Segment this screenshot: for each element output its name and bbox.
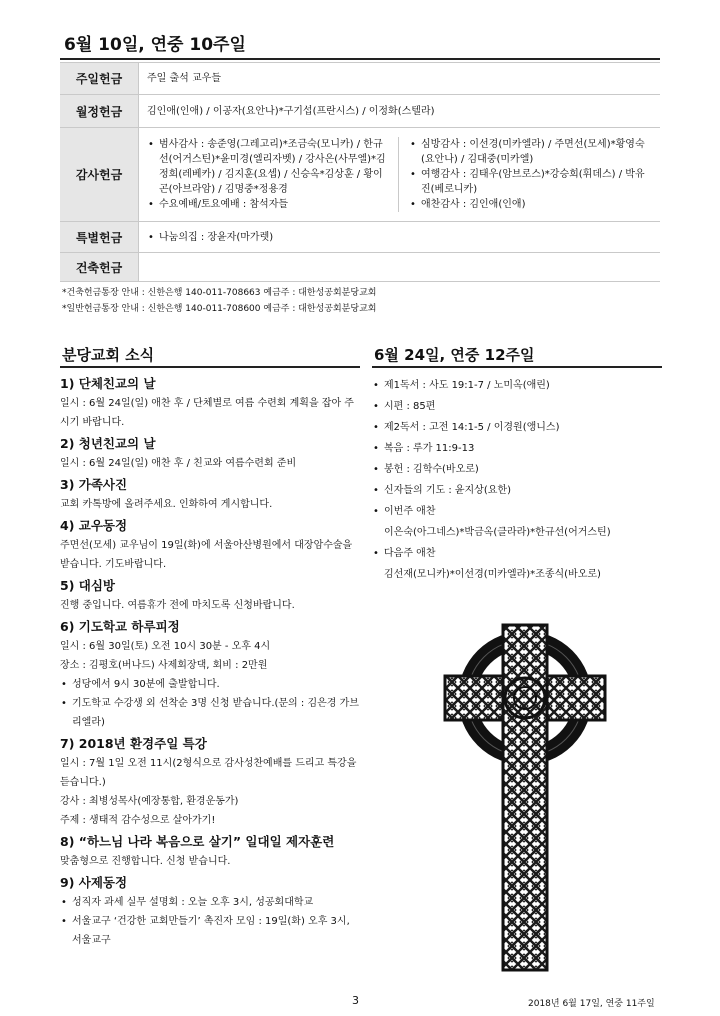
news-item <box>60 832 360 871</box>
news-list <box>60 372 360 950</box>
news-title: 분당교회 소식 <box>62 346 155 364</box>
news-item <box>60 475 360 514</box>
news-item-title: 6) 기도학교 하루피정 <box>60 619 180 634</box>
page-title: 6월 10일, 연중 10주일 <box>64 35 246 55</box>
news-item-text: 진행 중입니다. 여름휴가 전에 마치도록 신청바랍니다. <box>60 600 295 611</box>
account-note: *일반헌금통장 안내 : 신한은행 140-011-708600 예금주 : 대한성공회분당교회 <box>62 304 377 314</box>
table-row <box>60 95 660 128</box>
list-item: • 봉헌 : 김학수(바오로) <box>372 459 662 480</box>
news-item <box>60 374 360 432</box>
news-item-title: 8) “하느님 나라 복음으로 살기” 일대일 제자훈련 <box>60 834 335 849</box>
thanks-left-column <box>147 137 399 212</box>
list-item-label: • 이번주 애찬 <box>384 506 436 517</box>
list-item: • 서울교구 ‘건강한 교회만들기’ 촉진자 모임 : 19일(화) 오후 3시, 서울교구 <box>60 912 360 950</box>
list-item: • 애찬감사 : 김인애(인애) <box>409 197 652 212</box>
list-item: • 제2독서 : 고전 14:1-5 / 이경원(앵니스) <box>372 417 662 438</box>
offering-label: 주일헌금 <box>60 63 139 95</box>
list-item-sub: 이은숙(아그네스)*박금옥(클라라)*한규선(어거스틴) <box>384 527 611 538</box>
table-row <box>60 222 660 253</box>
news-item-text: 장소 : 김평호(버나드) 사제회장댁, 회비 : 2만원 <box>60 660 268 671</box>
offering-label: 특별헌금 <box>60 222 139 253</box>
table-row <box>60 63 660 95</box>
list-item: • 여행감사 : 김태우(암브로스)*강승희(휘데스) / 박유진(베로니카) <box>409 167 652 197</box>
news-item-text: 교회 카톡방에 올려주세요. 인화하여 게시합니다. <box>60 499 273 510</box>
footer-date: 2018년 6월 17일, 연중 11주일 <box>528 999 655 1009</box>
list-item: • 범사감사 : 송준영(그레고리)*조금숙(모니카) / 한규선(어거스틴)*윤미경(엘리자벳) / 강사은(사무엘)*김정희(레베카) / 김지훈(요셉) / 신승옥*김상훈 / 황이곤(아브라암) / 김명중*정용경 <box>147 137 390 197</box>
list-item: • 심방감사 : 이선경(미카엘라) / 주면선(모세)*황영숙(요안나) / 김대중(미카엘) <box>409 137 652 167</box>
news-item-title: 5) 대심방 <box>60 578 115 593</box>
news-rule <box>60 366 360 368</box>
list-item: • 제1독서 : 사도 19:1-7 / 노미옥(애린) <box>372 375 662 396</box>
list-item: • 수요예배/토요예배 : 참석자들 <box>147 197 390 212</box>
offering-value <box>139 222 661 253</box>
offering-table <box>60 62 660 282</box>
news-item-title: 7) 2018년 환경주일 특강 <box>60 736 207 751</box>
news-item <box>60 516 360 574</box>
celtic-cross-icon <box>440 622 610 974</box>
news-item-title: 2) 청년친교의 날 <box>60 436 156 451</box>
news-item <box>60 873 360 950</box>
service-title: 6월 24일, 연중 12주일 <box>374 346 535 364</box>
news-item-title: 3) 가족사진 <box>60 477 128 492</box>
table-row <box>60 253 660 282</box>
offering-value <box>139 253 661 282</box>
account-note: *건축헌금통장 안내 : 신한은행 140-011-708663 예금주 : 대한성공회분당교회 <box>62 288 377 298</box>
news-item <box>60 434 360 473</box>
list-item-sub: 김선재(모니카)*이선경(미카엘라)*조종식(바오로) <box>384 569 601 580</box>
offering-label: 건축헌금 <box>60 253 139 282</box>
news-item-text: 주제 : 생태적 감수성으로 살아가기! <box>60 815 216 826</box>
offering-label: 감사헌금 <box>60 128 139 222</box>
list-item <box>372 543 662 585</box>
offering-value: 주일 출석 교우들 <box>139 63 661 95</box>
service-list <box>372 375 662 585</box>
thanks-offering-cell <box>139 128 661 222</box>
list-item: • 성당에서 9시 30분에 출발합니다. <box>60 675 360 694</box>
news-item-text: 주면선(모세) 교우님이 19일(화)에 서울아산병원에서 대장암수술을 받습니다. 기도바랍니다. <box>60 540 353 570</box>
news-item-text: 강사 : 최병성목사(예장통합, 환경운동가) <box>60 796 239 807</box>
offering-value: 김인애(인애) / 이공자(요안나)*구기섭(프란시스) / 이정화(스텔라) <box>139 95 661 128</box>
list-item: • 기도학교 수강생 외 선착순 3명 신청 받습니다.(문의 : 김은경 가브리엘라) <box>60 694 360 732</box>
news-item-title: 1) 단체친교의 날 <box>60 376 156 391</box>
news-item-title: 9) 사제동정 <box>60 875 128 890</box>
list-item: • 복음 : 루가 11:9-13 <box>372 438 662 459</box>
news-item <box>60 617 360 732</box>
list-item: • 시편 : 85편 <box>372 396 662 417</box>
news-item <box>60 734 360 830</box>
news-item-text: 일시 : 7월 1일 오전 11시(2형식으로 감사성찬예배를 드리고 특강을 듣습니다.) <box>60 758 357 788</box>
page-number: 3 <box>352 994 359 1007</box>
list-item-label: • 다음주 애찬 <box>384 548 436 559</box>
list-item: • 신자들의 기도 : 윤지상(요한) <box>372 480 662 501</box>
header-rule <box>60 58 660 60</box>
list-item: • 성직자 과세 실무 설명회 : 오늘 오후 3시, 성공회대학교 <box>60 893 360 912</box>
table-row <box>60 128 660 222</box>
service-rule <box>372 366 662 368</box>
news-item-text: 일시 : 6월 24일(일) 애찬 후 / 친교와 여름수련회 준비 <box>60 458 297 469</box>
news-item-text: 맞춤형으로 진행합니다. 신청 받습니다. <box>60 856 231 867</box>
list-item <box>372 501 662 543</box>
list-item: • 나눔의집 : 장윤자(마가렛) <box>147 230 652 245</box>
thanks-right-column <box>399 137 652 212</box>
news-item-title: 4) 교우동정 <box>60 518 128 533</box>
news-item-text: 일시 : 6월 24일(일) 애찬 후 / 단체별로 여름 수련회 계획을 잡아 주시기 바랍니다. <box>60 398 354 428</box>
news-item-text: 일시 : 6월 30일(토) 오전 10시 30분 - 오후 4시 <box>60 641 271 652</box>
offering-label: 월정헌금 <box>60 95 139 128</box>
news-item <box>60 576 360 615</box>
